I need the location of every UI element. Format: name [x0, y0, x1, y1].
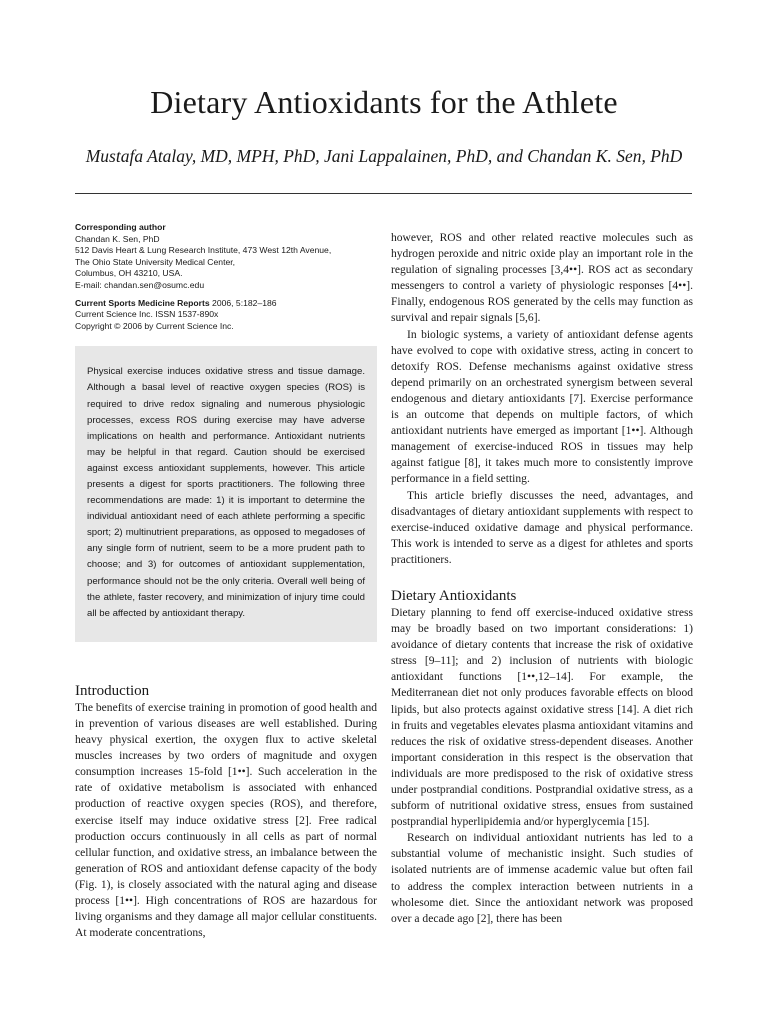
body-paragraph: Dietary planning to fend off exercise-induced oxidative stress may be broadly based on two important considerations: 1) avoidance of dietary contents that increase the risk of oxidative stress [9–11]; and 2) inclusion of nutrients with biologic antioxidant functions [1••,12–14]. For example, the Mediterranean diet not only produces favorable effects on blood lipids, but also protects against oxidative stress [14]. A diet rich in fruits and vegetables elevates plasma antioxidant vitamins and reduces the risk of oxidative stress-dependent diseases. Another important consideration in this respect is the observation that individuals are more predisposed to the risk of oxidative stress under postprandial conditions. Postprandial oxidative stress, as a subform of nutritional oxidative stress, ensues from sustained postprandial hyperlipidemia and/or hyperglycemia [15]. [391, 606, 693, 829]
corresponding-author-city: Columbus, OH 43210, USA. [75, 268, 183, 279]
body-paragraph: This article briefly discusses the need, advantages, and disadvantages of dietary antioxidant supplements with respect to exercise-induced oxidative damage and physical performance. This work is intended to serve as a digest for athletes and sports practitioners. [391, 489, 693, 566]
journal-citation [75, 298, 377, 310]
publisher-issn: Current Science Inc. ISSN 1537-890x [75, 309, 219, 320]
continued-body [391, 230, 693, 568]
left-column [75, 222, 377, 941]
introduction-heading: Introduction [75, 682, 150, 699]
article-title: Dietary Antioxidants for the Athlete [150, 84, 618, 120]
journal-volume: 2006, 5:182–186 [209, 297, 277, 308]
abstract-box: Physical exercise induces oxidative stress and tissue damage. Although a basal level of reactive oxygen species (ROS) is required to drive redox signaling and numerous physiologic processes, excess ROS during exercise may have adverse implications on health and performance. Antioxidant nutrients may be helpful in that regard. Caution should be exercised against excess antioxidant supplements, however. This article presents a digest for sports practitioners. The following three recommendations are made: 1) it is important to determine the individual antioxidant need of each athlete performing a specific sport; 2) multinutrient preparations, as opposed to megadoses of any single form of nutrient, seem to be a more prudent path to choose; and 3) for outcomes of antioxidant supplementation, performance should not be the only criteria. Overall well being of the athlete, faster recovery, and minimization of injury time could all be affected by antioxidant therapy. [75, 346, 377, 642]
dietary-antioxidants-heading: Dietary Antioxidants [391, 587, 517, 604]
right-column [391, 230, 693, 927]
body-paragraph: Research on individual antioxidant nutrients has led to a substantial volume of mechanistic insight. Such studies of isolated nutrients are of immense academic value but often fail to address the complex interaction between nutrients in a wholesome diet. Since the antioxidant network was proposed over a decade ago [2], there has been [391, 832, 693, 925]
corresponding-author-block [75, 222, 377, 332]
dietary-antioxidants-body [391, 605, 693, 927]
corresponding-author-institution: The Ohio State University Medical Center, [75, 256, 236, 267]
copyright-line: Copyright © 2006 by Current Science Inc. [75, 320, 234, 331]
corresponding-author-name: Chandan K. Sen, PhD [75, 233, 160, 244]
corresponding-author-address: 512 Davis Heart & Lung Research Institute, 473 West 12th Avenue, [75, 245, 332, 256]
introduction-paragraph: The benefits of exercise training in promotion of good health and in prevention of various diseases are well established. During heavy physical exertion, the oxygen flux to active skeletal muscles increases by two orders of magnitude and oxygen consumption increases 15-fold [1••]. Such acceleration in the rate of oxidative metabolism is associated with enhanced production of reactive oxygen species (ROS), and therefore, exercise itself may induce oxidative stress [2]. Free radical production occurs continuously in all cells as part of normal cellular function, and oxidative stress, an imbalance between the generation of ROS and antioxidant defense capacity of the body (Fig. 1), is closely associated with the natural aging and disease process [1••]. High concentrations of ROS are hazardous for living organisms and they damage all major cellular constituents. At moderate concentrations, [75, 701, 377, 940]
author-list: Mustafa Atalay, MD, MPH, PhD, Jani Lappalainen, PhD, and Chandan K. Sen, PhD [85, 146, 683, 166]
header-divider [75, 193, 692, 194]
body-paragraph: however, ROS and other related reactive molecules such as hydrogen peroxide and nitric oxide play an important role in the regulation of signaling processes [3,4••]. ROS act as secondary messengers to control a variety of physiologic responses [4••]. Finally, endogenous ROS generated by the cells may function as survival and repair signals [5,6]. [391, 232, 693, 325]
corresponding-author-heading: Corresponding author [75, 222, 166, 232]
journal-name: Current Sports Medicine Reports [75, 297, 210, 308]
introduction-body [75, 700, 377, 941]
body-paragraph: In biologic systems, a variety of antioxidant defense agents have evolved to cope with oxidative stress, acting in concert to detoxify ROS. Defense mechanisms against oxidative stress depend primarily on an orchestrated synergism between several endogenous and dietary antioxidants [7]. Exercise performance is an outcome that depends on multiple factors, of which antioxidant nutrients have emerged as important [1••]. Although management of exercise-induced ROS in tissues may help against fatigue [8], it takes much more to consistently improve performance in a field setting. [391, 328, 693, 486]
corresponding-author-email[interactable]: E-mail: chandan.sen@osumc.edu [75, 279, 205, 290]
